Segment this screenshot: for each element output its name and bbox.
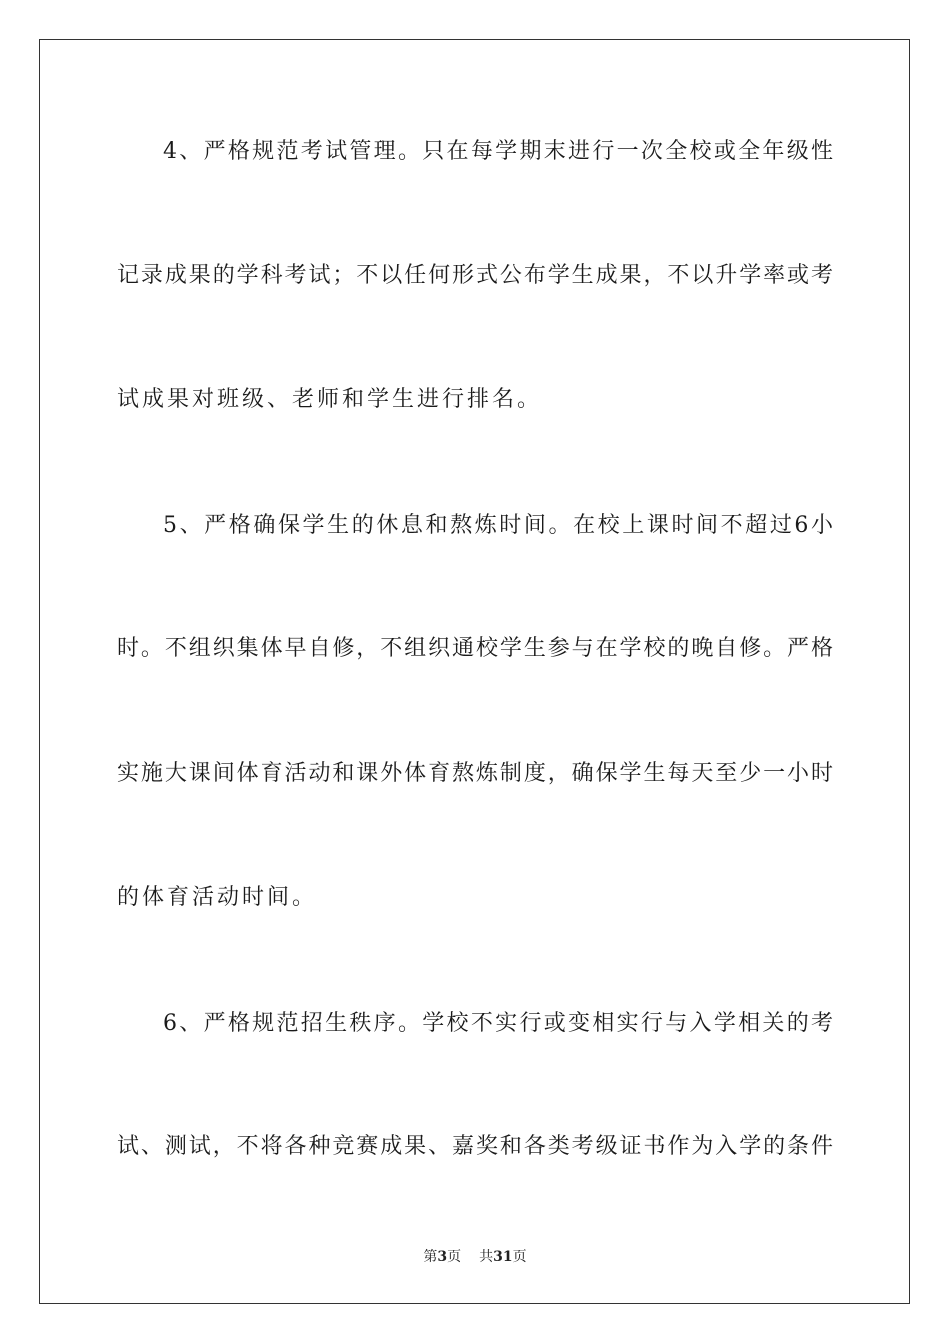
- paragraph-4-line-3: 试成果对班级、老师和学生进行排名。: [117, 387, 543, 412]
- paragraph-6-line-1: 6、严格规范招生秩序。学校不实行或变相实行与入学相关的考: [163, 1011, 833, 1036]
- paragraph-6-line-2: 试、测试，不将各种竞赛成果、嘉奖和各类考级证书作为入学的条件: [117, 1134, 833, 1159]
- page-prefix: 第: [423, 1249, 438, 1265]
- paragraph-5-line-2: 时。不组织集体早自修，不组织通校学生参与在学校的晚自修。严格: [117, 636, 833, 661]
- page-number: 3: [437, 1249, 448, 1265]
- paragraph-5-line-1: 5、严格确保学生的休息和熬炼时间。在校上课时间不超过6小: [163, 513, 833, 538]
- total-pages: 31: [493, 1249, 513, 1265]
- total-prefix: 共: [479, 1249, 494, 1265]
- total-suffix: 页: [512, 1249, 527, 1265]
- paragraph-4-line-2: 记录成果的学科考试；不以任何形式公布学生成果，不以升学率或考: [117, 263, 833, 288]
- paragraph-5-line-3: 实施大课间体育活动和课外体育熬炼制度，确保学生每天至少一小时: [117, 761, 833, 786]
- page-suffix: 页: [447, 1249, 462, 1265]
- page-border: [39, 39, 910, 1304]
- page-footer: [0, 1247, 950, 1267]
- paragraph-5-line-4: 的体育活动时间。: [117, 885, 318, 910]
- paragraph-4-line-1: 4、严格规范考试管理。只在每学期末进行一次全校或全年级性: [163, 139, 833, 164]
